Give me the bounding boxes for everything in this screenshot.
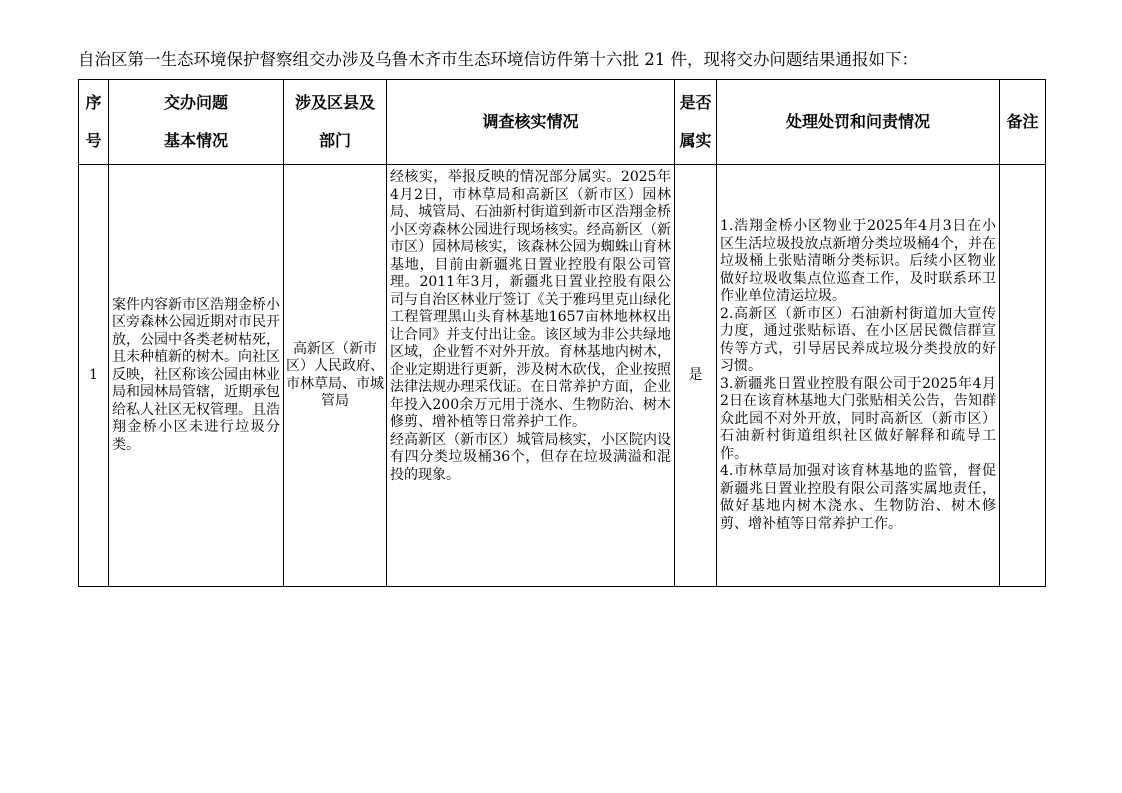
header-row [79, 80, 1046, 165]
cell-is-true: 是 [675, 165, 717, 587]
report-table [78, 79, 1046, 587]
investigation-paragraph: 经核实，举报反映的情况部分属实。2025年4月2日，市林草局和高新区（新市区）园林局、城管局、石油新村街道到新市区浩翔金桥小区旁森林公园进行现场核实。经高新区（新市区）园林局核实，该森林公园为蜘蛛山育林基地，目前由新疆兆日置业控股有限公司管理。2011年3月，新疆兆日置业控股有限公司与自治区林业厅签订《关于雅玛里克山绿化工程管理黑山头育林基地1657亩林地林权出让合同》并支付出让金。该区域为非公共绿地区域，企业暂不对外开放。育林基地内树木，企业定期进行更新，涉及树木砍伐，企业按照法律法规办理采伐证。在日常养护方面，企业年投入200余万元用于浇水、生物防治、树木修剪、增补植等日常养护工作。 [390, 169, 671, 430]
header-problem: 交办问题 基本情况 [109, 80, 284, 165]
cell-problem: 案件内容新市区浩翔金桥小区旁森林公园近期对市民开放，公园中各类老树枯死，且未种植新的树木。向社区反映，社区称该公园由林业局和园林局管辖，近期承包给私人社区无权管理。且浩翔金桥小区未进行垃圾分类。 [109, 165, 284, 587]
header-handling: 处理处罚和问责情况 [717, 80, 1000, 165]
table-row [79, 165, 1046, 587]
cell-remarks [1000, 165, 1046, 587]
investigation-paragraph: 经高新区（新市区）城管局核实，小区院内设有四分类垃圾桶36个，但存在垃圾满溢和混投的现象。 [390, 431, 671, 483]
header-remarks: 备注 [1000, 80, 1046, 165]
header-seq: 序 号 [79, 80, 109, 165]
handling-item: 4.市林草局加强对该育林基地的监管，督促新疆兆日置业控股有限公司落实属地责任，做好基地内树木浇水、生物防治、树木修剪、增补植等日常养护工作。 [720, 463, 996, 532]
handling-item: 1.浩翔金桥小区物业于2025年4月3日在小区生活垃圾投放点新增分类垃圾桶4个，并在垃圾桶上张贴清晰分类标识。后续小区物业做好垃圾收集点位巡查工作，及时联系环卫作业单位清运垃圾。 [720, 218, 996, 304]
header-is-true: 是否 属实 [675, 80, 717, 165]
handling-item: 2.高新区（新市区）石油新村街道加大宣传力度，通过张贴标语、在小区居民微信群宣传等方式，引导居民养成垃圾分类投放的好习惯。 [720, 305, 996, 374]
handling-item: 3.新疆兆日置业控股有限公司于2025年4月2日在该育林基地大门张贴相关公告，告知群众此园不对外开放，同时高新区（新市区）石油新村街道组织社区做好解释和疏导工作。 [720, 375, 996, 462]
cell-investigation [387, 165, 675, 587]
report-intro: 自治区第一生态环境保护督察组交办涉及乌鲁木齐市生态环境信访件第十六批 21 件，现将交办问题结果通报如下： [78, 50, 918, 69]
cell-seq: 1 [79, 165, 109, 587]
cell-dept: 高新区（新市区）人民政府、市林草局、市城管局 [284, 165, 387, 587]
header-investigation: 调查核实情况 [387, 80, 675, 165]
cell-handling [717, 165, 1000, 587]
header-dept: 涉及区县及 部门 [284, 80, 387, 165]
